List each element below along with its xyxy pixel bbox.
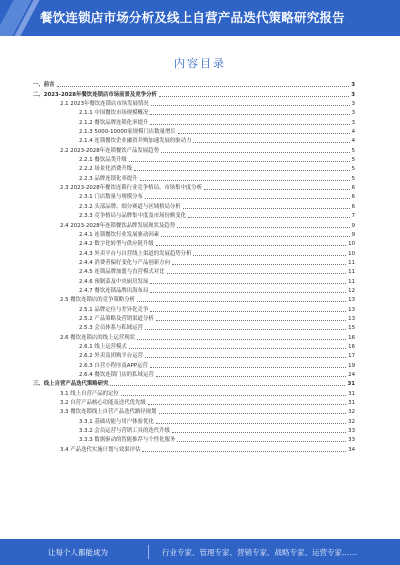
toc-entry-label: 2.1.2 餐饮品牌连锁化率提升 xyxy=(79,119,149,126)
toc-entry[interactable] xyxy=(33,99,355,108)
toc-entry[interactable] xyxy=(33,183,355,192)
toc-entry[interactable] xyxy=(33,426,355,435)
toc-entry[interactable] xyxy=(33,220,355,229)
toc-entry-page: 31 xyxy=(348,400,355,407)
toc-entry-page: 3 xyxy=(351,101,355,108)
toc-entry[interactable] xyxy=(33,416,355,425)
toc-leader-dots xyxy=(178,132,350,134)
toc-entry-page: 19 xyxy=(348,362,355,369)
toc-entry-label: 2.4.2 数字化转型与供应链升级 xyxy=(79,241,154,248)
report-title: 餐饮连锁店市场分析及线上自营产品迭代策略研究报告 xyxy=(40,10,345,25)
toc-entry-label: 3.3.3 数据驱动的智能推荐与个性化服务 xyxy=(79,437,176,444)
toc-entry-label: 3.3.2 会员运营与营销工具的迭代升级 xyxy=(79,428,170,435)
toc-entry[interactable] xyxy=(33,230,355,239)
footer-roles: 行业专家、管理专家、营销专家、战略专家、运营专家…… xyxy=(162,548,357,557)
footer-slogan: 让每个人都能成为 xyxy=(48,548,108,557)
toc-entry[interactable] xyxy=(33,239,355,248)
toc-leader-dots xyxy=(183,207,350,209)
toc-entry[interactable] xyxy=(33,342,355,351)
toc-entry[interactable] xyxy=(33,435,355,444)
toc-leader-dots xyxy=(151,104,350,106)
toc-entry[interactable] xyxy=(33,136,355,145)
toc-leader-dots xyxy=(150,282,346,284)
toc-entry-page: 32 xyxy=(348,409,355,416)
toc-entry-page: 4 xyxy=(351,138,355,145)
toc-entry-label: 2.4.5 连锁品牌加盟与直营模式对比 xyxy=(79,269,165,276)
toc-leader-dots xyxy=(204,188,349,190)
toc-entry-label: 2.4.4 消费者偏好变化与产品创新方向 xyxy=(79,259,170,266)
toc-entry-label: 3.3.1 基础功能与用户体验优化 xyxy=(79,418,154,425)
toc-entry-page: 31 xyxy=(348,390,355,397)
toc-entry-label: 2.3.1 门店数量与规模分布 xyxy=(79,194,143,201)
toc-entry[interactable] xyxy=(33,248,355,257)
toc-entry-page: 13 xyxy=(348,315,355,322)
toc-entry-page: 34 xyxy=(348,446,355,453)
toc-entry-page: 16 xyxy=(348,343,355,350)
toc-leader-dots xyxy=(57,85,350,87)
toc-entry-label: 2.6.2 外卖及团购平台运营 xyxy=(79,353,143,360)
toc-entry-page: 5 xyxy=(351,147,355,154)
toc-entry-page: 33 xyxy=(348,428,355,435)
toc-leader-dots xyxy=(172,263,346,265)
toc-leader-dots xyxy=(156,375,346,377)
toc-entry-page: 6 xyxy=(351,194,355,201)
toc-entry-page: 3 xyxy=(351,82,355,89)
toc-entry-page: 11 xyxy=(348,269,355,276)
toc-entry-label: 2.4.3 外卖平台与自营线上渠道的发展趋势分析 xyxy=(79,250,192,257)
footer-divider xyxy=(148,545,149,559)
toc-entry[interactable] xyxy=(33,314,355,323)
toc-leader-dots xyxy=(148,403,346,405)
toc-entry-label: 3.2 自营产品核心功能及迭代优先级 xyxy=(60,400,146,407)
toc-leader-dots xyxy=(177,226,349,228)
toc-entry[interactable] xyxy=(33,89,355,98)
toc-entry[interactable] xyxy=(33,276,355,285)
toc-entry-page: 4 xyxy=(351,129,355,136)
toc-entry-page: 10 xyxy=(348,250,355,257)
toc-leader-dots xyxy=(150,291,346,293)
footer-banner xyxy=(0,539,400,565)
toc-entry[interactable] xyxy=(33,267,355,276)
toc-entry-label: 2.6.4 餐饮连锁门店的私域运营 xyxy=(79,372,154,378)
toc-entry[interactable] xyxy=(33,258,355,267)
toc-entry-page: 7 xyxy=(351,213,355,220)
toc-entry[interactable] xyxy=(33,304,355,313)
toc-entry-label: 2.3.2 头部品牌、细分赛道与区域格局分析 xyxy=(79,203,181,210)
toc-entry-label: 3.3 餐饮连锁线上自营产品迭代路径规划 xyxy=(60,409,157,416)
toc-entry-label: 2.3 2023-2028年餐饮连锁行业竞争格局、市场集中度分析 xyxy=(60,185,203,192)
toc-entry[interactable] xyxy=(33,388,355,397)
toc-entry[interactable] xyxy=(33,145,355,154)
toc-entry[interactable] xyxy=(33,286,355,295)
toc-entry[interactable] xyxy=(33,407,355,416)
toc-leader-dots xyxy=(193,141,349,143)
toc-leader-dots xyxy=(145,197,350,199)
toc-entry[interactable] xyxy=(33,295,355,304)
toc-leader-dots xyxy=(156,244,346,246)
toc-entry[interactable] xyxy=(33,351,355,360)
toc-entry-page: 6 xyxy=(351,203,355,210)
toc-entry-label: 一、前言 xyxy=(33,82,55,89)
toc-entry-page: 24 xyxy=(348,372,355,378)
toc-leader-dots xyxy=(161,151,350,153)
toc-leader-dots xyxy=(150,366,346,368)
toc-entry-page: 11 xyxy=(348,278,355,285)
toc-entry-label: 2.5.1 品牌定位与差异化竞争 xyxy=(79,306,149,313)
toc-leader-dots xyxy=(134,169,349,171)
toc-entry[interactable] xyxy=(33,80,355,89)
toc-entry-page: 15 xyxy=(348,325,355,332)
toc-entry-label: 3.4 产品迭代实施计划与效果评估 xyxy=(60,446,141,453)
toc-leader-dots xyxy=(156,319,346,321)
toc-entry-label: 2.2.1 餐饮品类升级 xyxy=(79,157,127,164)
toc-leader-dots xyxy=(159,95,349,97)
toc-entry-page: 5 xyxy=(351,166,355,173)
toc-leader-dots xyxy=(193,254,346,256)
toc-leader-dots xyxy=(150,113,349,115)
toc-entry-label: 3.1 线上自营产品的定位 xyxy=(60,390,119,397)
toc-leader-dots xyxy=(145,356,346,358)
toc-entry-label: 二、2023-2028年餐饮连锁店市场前景及竞争分析 xyxy=(33,91,157,98)
toc-entry-label: 2.4.1 连锁餐饮行业发展驱动因素 xyxy=(79,231,160,238)
toc-leader-dots xyxy=(145,328,346,330)
toc-entry-label: 2.3.3 竞争格局与品牌集中度及市场份额变化 xyxy=(79,213,187,220)
toc-entry-label: 2.4.7 餐饮连锁品牌出海布局 xyxy=(79,287,149,294)
toc-entry-label: 2.5.2 产品策略及营销渠道分析 xyxy=(79,315,154,322)
toc-entry[interactable] xyxy=(33,155,355,164)
toc-entry[interactable] xyxy=(33,444,355,453)
toc-entry[interactable] xyxy=(33,211,355,220)
toc-entry-label: 2.5.3 会员体系与私域运营 xyxy=(79,325,143,332)
toc-entry[interactable] xyxy=(33,192,355,201)
toc-entry-label: 2.6.1 线上运营模式 xyxy=(79,343,127,350)
toc-entry-page: 17 xyxy=(348,353,355,360)
toc-entry[interactable] xyxy=(33,127,355,136)
toc-entry-label: 2.2.2 场景化消费升级 xyxy=(79,166,133,173)
toc-leader-dots xyxy=(150,123,349,125)
toc-entry-page: 5 xyxy=(351,157,355,164)
toc-leader-dots xyxy=(142,450,346,452)
toc-leader-dots xyxy=(137,300,346,302)
toc-entry-page: 13 xyxy=(348,306,355,313)
toc-entry[interactable] xyxy=(33,379,355,388)
toc-leader-dots xyxy=(167,272,347,274)
toc-entry-page: 13 xyxy=(348,297,355,304)
toc-leader-dots xyxy=(129,347,346,349)
toc-leader-dots xyxy=(177,440,346,442)
toc-entry[interactable] xyxy=(33,108,355,117)
toc-leader-dots xyxy=(159,412,347,414)
toc-entry-page: 9 xyxy=(351,231,355,238)
toc-entry-label: 2.4.6 预制菜及中央厨房发展 xyxy=(79,278,149,285)
toc-entry-label: 2.1.4 连锁餐饮企业融资并购加速发展的驱动力 xyxy=(79,138,192,145)
toc-entry-label: 2.4 2023-2028年连锁餐饮品牌发展现状及趋势 xyxy=(60,222,176,229)
toc-leader-dots xyxy=(172,431,346,433)
toc-entry[interactable] xyxy=(33,201,355,210)
toc-entry[interactable] xyxy=(33,332,355,341)
toc-entry-label: 2.2 2023-2028年连锁餐饮产品发展趋势 xyxy=(60,147,159,154)
toc-leader-dots xyxy=(121,394,346,396)
toc-entry-label: 2.6 餐饮连锁店的线上运营现状 xyxy=(60,334,135,341)
toc-entry-page: 3 xyxy=(351,110,355,117)
toc-leader-dots xyxy=(150,310,346,312)
toc-entry-page: 6 xyxy=(351,185,355,192)
toc-entry-page: 10 xyxy=(348,241,355,248)
toc-entry-label: 2.6.3 自营小程序及APP运营 xyxy=(79,362,148,369)
toc-entry[interactable] xyxy=(33,173,355,182)
toc-leader-dots xyxy=(188,216,349,218)
toc-leader-dots xyxy=(140,179,350,181)
toc-entry-page: 16 xyxy=(348,334,355,341)
toc-entry[interactable] xyxy=(33,360,355,369)
toc-entry-label: 2.1.1 中国餐饮市场规模概况 xyxy=(79,110,149,117)
toc-entry-page: 9 xyxy=(351,222,355,229)
table-of-contents xyxy=(33,80,355,454)
toc-entry-page: 32 xyxy=(348,418,355,425)
toc-entry-page: 3 xyxy=(351,91,355,98)
toc-leader-dots xyxy=(137,338,346,340)
toc-entry-page: 3 xyxy=(351,119,355,126)
toc-heading: 内容目录 xyxy=(174,57,226,70)
toc-entry-label: 2.1 2023年餐饮连锁店市场发展情况 xyxy=(60,101,149,108)
toc-entry-page: 11 xyxy=(348,259,355,266)
toc-entry[interactable] xyxy=(33,117,355,126)
toc-leader-dots xyxy=(161,235,349,237)
toc-entry[interactable] xyxy=(33,370,355,379)
toc-entry[interactable] xyxy=(33,323,355,332)
toc-entry[interactable] xyxy=(33,398,355,407)
toc-entry-label: 三、线上自营产品迭代策略研究 xyxy=(33,381,109,388)
toc-leader-dots xyxy=(110,384,345,386)
toc-leader-dots xyxy=(156,422,346,424)
report-header xyxy=(0,0,400,36)
toc-entry-page: 33 xyxy=(348,437,355,444)
toc-leader-dots xyxy=(129,160,350,162)
toc-entry-page: 5 xyxy=(351,175,355,182)
toc-entry-page: 12 xyxy=(348,287,355,294)
toc-entry-page: 31 xyxy=(347,381,355,388)
toc-entry[interactable] xyxy=(33,164,355,173)
toc-entry-label: 2.5 餐饮连锁店的竞争策略分析 xyxy=(60,297,135,304)
toc-entry-label: 2.1.3 5000-10000家规模门店数量增长 xyxy=(79,129,176,136)
toc-entry-label: 2.2.3 品牌连锁化率提升 xyxy=(79,175,138,182)
